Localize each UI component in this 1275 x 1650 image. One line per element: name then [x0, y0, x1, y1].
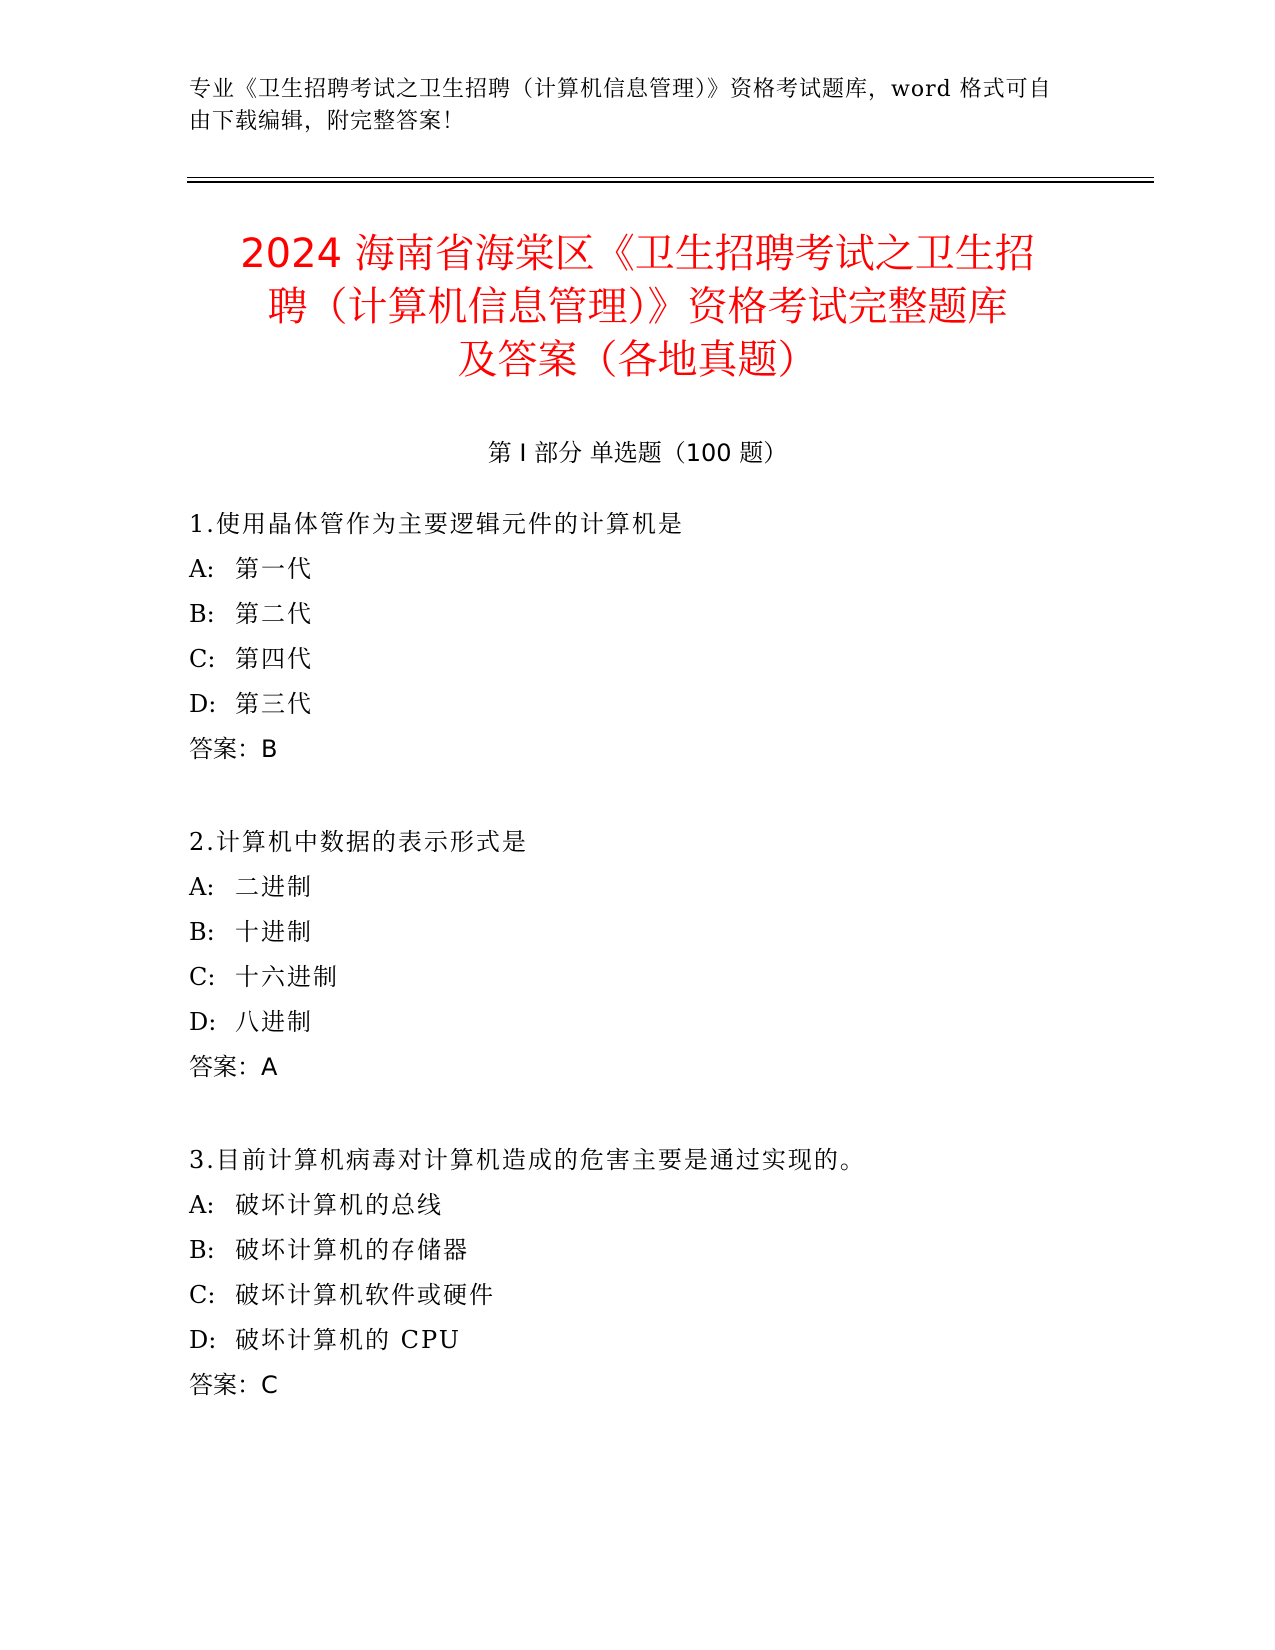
title-line: 聘（计算机信息管理）》资格考试完整题库: [267, 284, 1008, 330]
header-divider-thick: [187, 181, 1154, 183]
option-c: [189, 637, 1139, 682]
option-text: 破坏计算机的 CPU: [235, 1326, 461, 1354]
option-d: [189, 1000, 1139, 1045]
option-c: [189, 1273, 1139, 1318]
answer-value: B: [261, 735, 278, 763]
answer-label: 答案：: [189, 735, 261, 763]
question-1: [189, 502, 1139, 772]
option-d: [189, 682, 1139, 727]
option-key: D:: [189, 1008, 217, 1036]
answer-value: C: [261, 1371, 278, 1399]
answer-line: [189, 727, 1139, 772]
option-d: [189, 1318, 1139, 1363]
option-b: [189, 910, 1139, 955]
option-a: [189, 865, 1139, 910]
question-stem: 1.使用晶体管作为主要逻辑元件的计算机是: [189, 510, 684, 538]
option-key: C:: [189, 963, 216, 991]
section-title: 第 I 部分 单选题（100 题）: [487, 439, 788, 467]
option-key: C:: [189, 645, 216, 673]
option-key: A:: [189, 873, 215, 901]
option-text: 第一代: [235, 555, 313, 583]
option-text: 第四代: [235, 645, 313, 673]
option-text: 二进制: [235, 873, 313, 901]
option-a: [189, 547, 1139, 592]
question-stem: 2.计算机中数据的表示形式是: [189, 828, 528, 856]
option-text: 八进制: [235, 1008, 313, 1036]
option-key: B:: [189, 918, 215, 946]
header-note: 专业《卫生招聘考试之卫生招聘（计算机信息管理）》资格考试题库，word 格式可自由下载编辑，附完整答案！: [189, 77, 1052, 134]
question-stem: 3.目前计算机病毒对计算机造成的危害主要是通过实现的。: [189, 1146, 866, 1174]
header-divider-thin: [187, 177, 1154, 178]
answer-line: [189, 1045, 1139, 1090]
option-text: 第三代: [235, 690, 313, 718]
option-text: 破坏计算机的总线: [235, 1191, 443, 1219]
option-key: D:: [189, 690, 217, 718]
option-key: A:: [189, 555, 215, 583]
title-line: 2024 海南省海棠区《卫生招聘考试之卫生招: [240, 231, 1035, 277]
option-key: C:: [189, 1281, 216, 1309]
answer-label: 答案：: [189, 1371, 261, 1399]
option-text: 破坏计算机的存储器: [235, 1236, 469, 1264]
option-text: 十六进制: [235, 963, 339, 991]
option-text: 十进制: [235, 918, 313, 946]
option-c: [189, 955, 1139, 1000]
option-text: 第二代: [235, 600, 313, 628]
option-a: [189, 1183, 1139, 1228]
option-key: D:: [189, 1326, 217, 1354]
answer-line: [189, 1363, 1139, 1408]
question-3: [189, 1138, 1139, 1408]
option-key: B:: [189, 600, 215, 628]
option-key: A:: [189, 1191, 215, 1219]
document-title: [140, 228, 1135, 387]
answer-label: 答案：: [189, 1053, 261, 1081]
option-b: [189, 592, 1139, 637]
option-text: 破坏计算机软件或硬件: [235, 1281, 495, 1309]
option-key: B:: [189, 1236, 215, 1264]
option-b: [189, 1228, 1139, 1273]
title-line: 及答案（各地真题）: [457, 337, 818, 383]
question-2: [189, 820, 1139, 1090]
answer-value: A: [261, 1053, 278, 1081]
